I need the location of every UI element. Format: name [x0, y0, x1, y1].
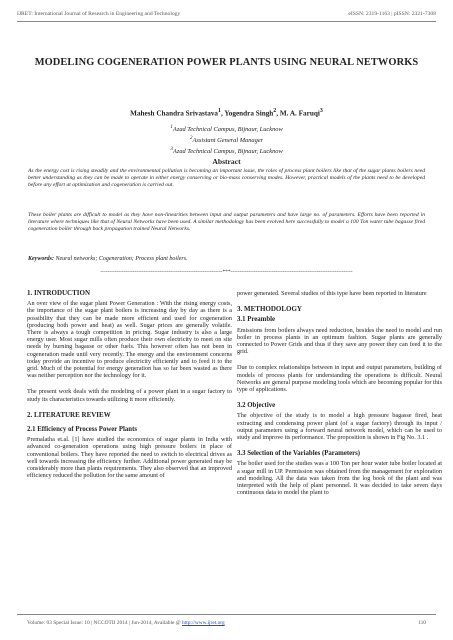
subsection-heading-variables: 3.3 Selection of the Variables (Parameters)	[237, 450, 361, 458]
section-heading-methodology: 3. METHODOLOGY	[237, 305, 302, 314]
subsection-heading-objective: 3.2 Objective	[237, 402, 276, 410]
keywords-label: Keywords:	[28, 256, 54, 262]
continued-paragraph: power generated. Several studies of this type have been reported in literature	[237, 290, 427, 297]
issn: eISSN: 2319-1163 | pISSN: 2321-7308	[348, 11, 436, 17]
keywords-text: Neural networks; Cogeneration; Process plant boilers.	[54, 256, 188, 262]
footer-rule	[17, 614, 436, 615]
affiliation-3: $^3$Azad Technical Campus, Bijnaur, Lucknow	[170, 146, 283, 156]
page-footer	[27, 620, 426, 626]
journal-name: IJRET: International Journal of Research in Engineering and Technology	[17, 11, 181, 17]
affiliations	[17, 123, 436, 156]
abstract-paragraph-1: As the energy cost is rising steadily and the environmental pollution is becoming an important issue, the roles of process plant boilers like that of the sugar plants boilers need better understanding as they can be made to operate in either energy conserving or bio-mass conserving modes. However, practical models of the plants need to be developed before any effort at optimization and cogeneration is carried out.	[28, 168, 425, 189]
keywords	[28, 256, 425, 262]
author-3: , M. A. Faruqi	[276, 109, 320, 118]
journal-link[interactable]: http://www.ijret.org	[182, 620, 225, 626]
running-header	[17, 11, 436, 17]
intro-paragraph-1: An over view of the sugar plant Power Generation : With the rising energy costs, the importance of the sugar plant boilers is increasing day by day as there is a possibility that they can be made more efficient and used for cogeneration (producing both power and heat) as well. Sugar prices are generally volatile. There is always a tough competition in pricing. Sugar industry is also a large energy user. Most sugar mills often produce their own electricity to meet on site needs by burning bagasse or other fuels. This however often has not been in cogeneration made until very recently. The energy and the environment concerns today provide an incentive to produce electricity efficiently and to feed it to the grid. Much of the potential for energy generation has so far been wasted as there was neither perception nor the technology for it.	[27, 300, 232, 380]
right-column	[237, 290, 442, 505]
paper-title: MODELING COGENERATION POWER PLANTS USING NEURAL NETWORKS	[34, 57, 419, 68]
variables-paragraph: The boiler used for the studies was a 100 Ton per hour water tube boiler located at a sugar mill in UP. Permission was obtained from the management for exploration and modeling. All the data was taken from the log book of the plant and was interpreted with the help of plant personnel. It was decided to take seven days continuous data to model the plant to	[237, 460, 442, 497]
affiliation-2: $^2$Assistant General Manager	[189, 135, 264, 145]
author-2-mark: 2	[273, 108, 277, 114]
preamble-paragraph-2: Due to complex relationships between in input and output parameters, building of models of process plants for understanding the operations is difficult. Neural Networks are general purpose modeling tools which are becoming popular for this type of applications.	[237, 364, 442, 394]
author-3-mark: 3	[319, 108, 323, 114]
subsection-heading-efficiency: 2.1 Efficiency of Process Power Plants	[27, 426, 137, 434]
literature-paragraph-1: Premalatha et.al. [1] have studied the economics of sugar plants in India with advanced co-generation operations using high pressure boilers in place of conventional boilers. They have reported the need to switch to electrical drives as well towards increasing the efficiency further. Additional power generated may be considerably more than plants requirements. They also observed that an improved efficiency reduced the pollution for the same amount of	[27, 436, 232, 480]
author-2: , Yogendra Singh	[221, 109, 274, 118]
subsection-heading-preamble: 3.1 Preamble	[237, 316, 276, 324]
section-heading-literature: 2. LITERATURE REVIEW	[27, 410, 111, 419]
section-divider: --------------------------------------------------------------------***--------------------------------------------------------------------	[100, 269, 353, 275]
author-1-mark: 1	[218, 108, 222, 114]
author-line	[17, 108, 436, 117]
header-rule	[17, 21, 436, 22]
abstract-paragraph-2: These boiler plants are difficult to model as they have non-linearities between input and output parameters and have large no. of parameters. Efforts have been reported in literature where techniques like that of Neural Networks have been used. A similar methodology has been evolved here successfully to model a 100 Ton water tube bagasse fired cogeneration boiler through back propagation trained Neural Networks.	[28, 212, 425, 233]
author-1: Mahesh Chandra Srivastava	[130, 109, 219, 118]
objective-paragraph: The objective of the study is to model a high pressure bagasse fired, heat extracting and condensing power plant (of a sugar factory) through its input / output parameters using a forward neural network model, which can be used to study and improve its performance. The proposition is shown in Fig No. 3.1 .	[237, 412, 442, 442]
affiliation-1: $^1$Azad Technical Campus, Bijnaur, Lucknow	[170, 124, 283, 134]
abstract-heading: Abstract	[212, 157, 241, 166]
preamble-paragraph-1: Emissions from boilers always need reduction, besides the need to model and run boiler in process plants in an optimum fashion. Sugar plants are generally connected to Power Grids and thus if they save any power they can feed it to the grid.	[237, 326, 442, 356]
intro-paragraph-2: The present work deals with the modeling of a power plant in a sugar factory to study its characteristics towards utilizing it more efficiently.	[27, 388, 232, 403]
page-number: 110	[418, 620, 426, 626]
footer-citation: Volume: 03 Special Issue: 10 | NCCOTII 2014 | Jun-2014, Available @ http://www.ijret.org	[27, 620, 225, 626]
left-column	[27, 290, 232, 488]
section-heading-introduction: 1. INTRODUCTION	[27, 289, 91, 297]
